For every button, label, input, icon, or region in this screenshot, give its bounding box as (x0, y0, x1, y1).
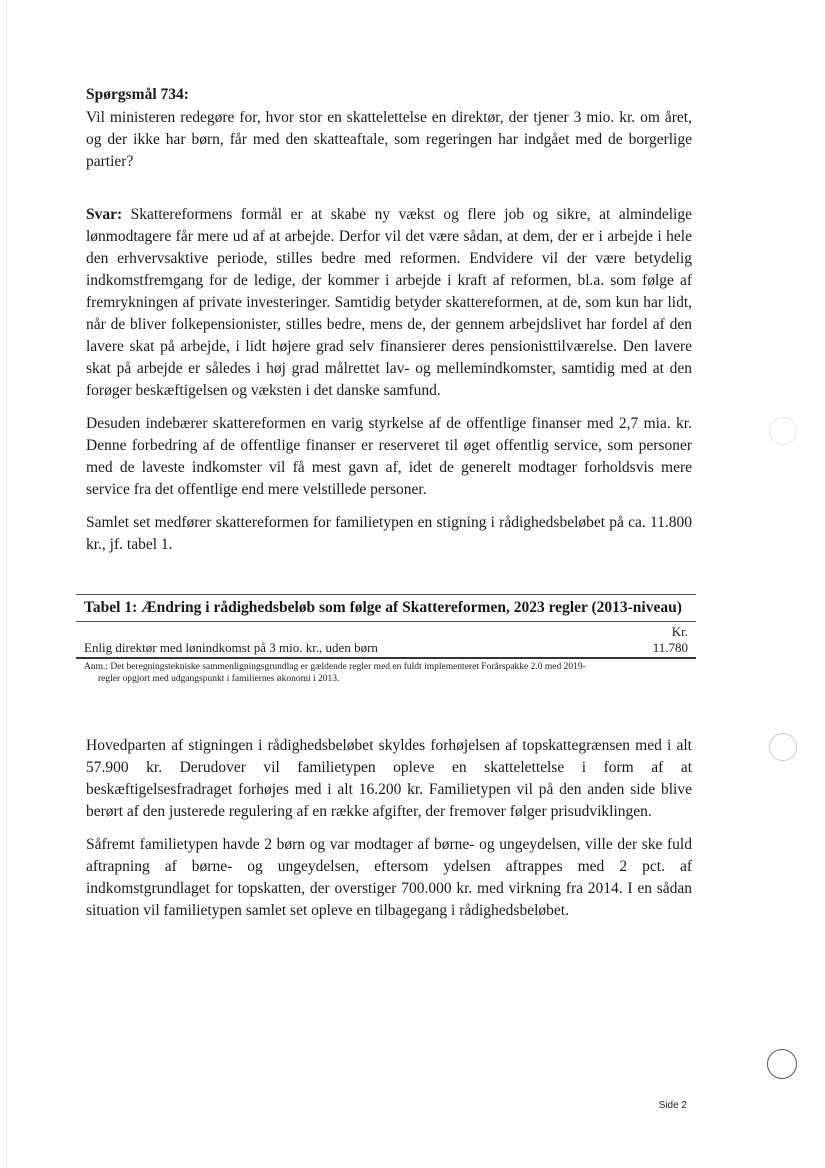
table-row-value: 11.780 (652, 640, 688, 655)
table-title: Tabel 1: Ændring i rådighedsbeløb som følge af Skattereformen, 2023 regler (2013-niveau) (84, 599, 682, 616)
answer-paragraph-1 (86, 204, 692, 402)
punch-hole-icon (769, 733, 797, 761)
punch-hole-icon (767, 1049, 797, 1079)
table-1 (76, 594, 696, 685)
table-header-rule (76, 621, 696, 622)
question-text: Vil ministeren redegøre for, hvor stor en skattelettelse en direktør, der tjener 3 mio. kr. om året, og der ikke har børn, får med den skatteaftale, som regeringen har indgået med de borgerlige partier? (86, 109, 692, 170)
table-note-line-1: Anm.: Det beregningstekniske sammenligningsgrundlag er gældende regler med en fuldt implementeret Forårspakke 2.0 med 2019- (84, 662, 586, 672)
after-table-paragraph-1: Hovedparten af stigningen i rådighedsbeløbet skyldes forhøjelsen af topskattegrænsen med i alt 57.900 kr. Derudover vil familietypen opleve en skattelettelse i form af at beskæftigelsesfradraget forhøjes med i alt 16.200 kr. Familietypen vil på den anden side blive berørt af den justerede regulering af en række afgifter, der fremover følger prisudviklingen. (86, 737, 692, 820)
table-row-label: Enlig direktør med lønindkomst på 3 mio. kr., uden børn (84, 640, 378, 655)
main-text (86, 84, 692, 556)
after-table-paragraph-2: Såfremt familietypen havde 2 børn og var modtager af børne- og ungeydelsen, ville der ske fuld aftrapning af børne- og ungeydelsen, eftersom ydelsen aftrappes med 2 pct. af indkomstgrundlaget for topskatten, der overstiger 700.000 kr. med virkning fra 2014. I en sådan situation vil familietypen samlet set opleve en tilbagegang i rådighedsbeløbet. (86, 836, 692, 919)
table-unit: Kr. (671, 624, 688, 639)
page-number: Side 2 (658, 1100, 687, 1111)
answer-paragraph-2: Desuden indebærer skattereformen en varig styrkelse af de offentlige finanser med 2,7 mia. kr. Denne forbedring af de offentlige finanser er reserveret til øget offentlig service, som personer med de laveste indkomster vil få mest gavn af, idet de generelt modtager forholdsvis mere service fra det offentlige end mere velstillede personer. (86, 415, 692, 498)
question-heading: Spørgsmål 734: (86, 86, 189, 103)
scan-edge-line (6, 0, 7, 1168)
punch-hole-icon (769, 417, 797, 445)
answer-label: Svar: (86, 206, 123, 223)
main-text-continued (86, 735, 692, 922)
answer-text-1: Skattereformens formål er at skabe ny vækst og flere job og sikre, at almindelige lønmodtagere får mere ud af at arbejde. Derfor vil det være sådan, at dem, der er i arbejde i hele den erhvervsaktive periode, stilles bedre med reformen. Endvidere vil der være betydelig indkomstfremgang for de ledige, der kommer i arbejde i kraft af reformen, bl.a. som følge af fremrykningen af private investeringer. Samtidig betyder skattereformen, at de, som kun har lidt, når de bliver folkepensionister, stilles bedre, mens de, der gennem arbejdslivet har fordel af den lavere skat på arbejde, i lidt højere grad selv finansierer deres pensionisttilværelse. Den lavere skat på arbejde er således i høj grad målrettet lav- og mellemindkomster, samtidig med at den forøger beskæftigelsen og væksten i det danske samfund. (86, 206, 692, 399)
table-note-line-2: regler opgjort med udgangspunkt i familiernes økonomi i 2013. (98, 674, 340, 684)
table-row (76, 639, 696, 657)
answer-paragraph-3: Samlet set medfører skattereformen for familietypen en stigning i rådighedsbeløbet på ca. 11.800 kr., jf. tabel 1. (86, 514, 692, 553)
table-note (76, 659, 696, 685)
